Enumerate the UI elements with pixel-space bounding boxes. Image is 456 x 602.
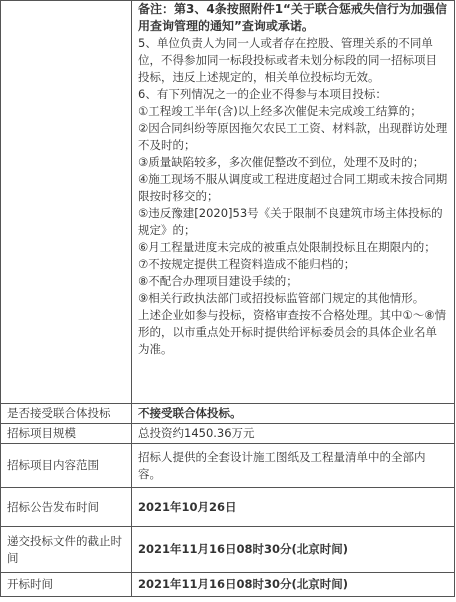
notes-heading: 备注：第3、4条按照附件1“关于联合惩戒失信行为加强信用查询管理的通知”查询或承诺。 bbox=[138, 2, 447, 33]
table-row bbox=[1, 573, 455, 597]
submission-deadline-value: 2021年11月16日08时30分(北京时间) bbox=[132, 527, 455, 573]
announcement-date-value: 2021年10月26日 bbox=[132, 488, 455, 527]
table-row bbox=[1, 424, 455, 444]
bid-opening-value: 2021年11月16日08时30分(北京时间) bbox=[132, 573, 455, 597]
project-scale-label: 招标项目规模 bbox=[1, 424, 132, 444]
notes-sub-item-6: ⑥月工程量进度未完成的被重点处限制投标且在期限内的； bbox=[138, 240, 436, 254]
notes-closing: 上述企业如参与投标，资格审查按不合格处理。其中①～⑧情形的，以市重点处开标时提供给评标委员会的具体企业名单为准。 bbox=[138, 308, 447, 356]
notes-sub-item-4: ④施工现场不服从调度或工程进度超过合同工期或未按合同期限按时移交的； bbox=[138, 172, 448, 203]
project-scope-value: 招标人提供的全套设计施工图纸及工程量清单中的全部内容。 bbox=[132, 444, 455, 488]
notes-row bbox=[1, 1, 455, 404]
project-scale-value: 总投资约1450.36万元 bbox=[132, 424, 455, 444]
table-row bbox=[1, 404, 455, 424]
notes-sub-item-2: ②因合同纠纷等原因拖欠农民工工资、材料款，出现群访处理不及时的； bbox=[138, 121, 448, 152]
table-row bbox=[1, 488, 455, 527]
notes-sub-item-5: ⑤违反豫建[2020]53号《关于限制不良建筑市场主体投标的规定》的； bbox=[138, 206, 443, 237]
notes-item-5: 5、单位负责人为同一人或者存在控股、管理关系的不同单位，不得参加同一标段投标或者未划分标段的同一招标项目投标，违反上述规定的，相关单位投标均无效。 bbox=[138, 36, 437, 84]
submission-deadline-label: 递交投标文件的截止时间 bbox=[1, 527, 132, 573]
notes-item-6-intro: 6、有下列情况之一的企业不得参与本项目投标： bbox=[138, 87, 387, 101]
notes-sub-item-3: ③质量缺陷较多，多次催促整改不到位，处理不及时的； bbox=[138, 155, 425, 169]
notes-sub-item-9: ⑨相关行政执法部门或招投标监管部门规定的其他情形。 bbox=[138, 291, 425, 305]
notes-sub-item-1: ①工程竣工半年(含)以上经多次催促未完成竣工结算的； bbox=[138, 104, 422, 118]
notes-content-cell bbox=[132, 1, 455, 404]
consortium-value: 不接受联合体投标。 bbox=[132, 404, 455, 424]
announcement-date-label: 招标公告发布时间 bbox=[1, 488, 132, 527]
notes-sub-item-7: ⑦不按规定提供工程资料造成不能归档的； bbox=[138, 257, 356, 271]
table-row bbox=[1, 444, 455, 488]
table-row bbox=[1, 527, 455, 573]
consortium-label: 是否接受联合体投标 bbox=[1, 404, 132, 424]
project-scope-label: 招标项目内容范围 bbox=[1, 444, 132, 488]
bid-opening-label: 开标时间 bbox=[1, 573, 132, 597]
notes-label-cell bbox=[1, 1, 132, 404]
notes-sub-item-8: ⑧不配合办理项目建设手续的； bbox=[138, 274, 298, 288]
